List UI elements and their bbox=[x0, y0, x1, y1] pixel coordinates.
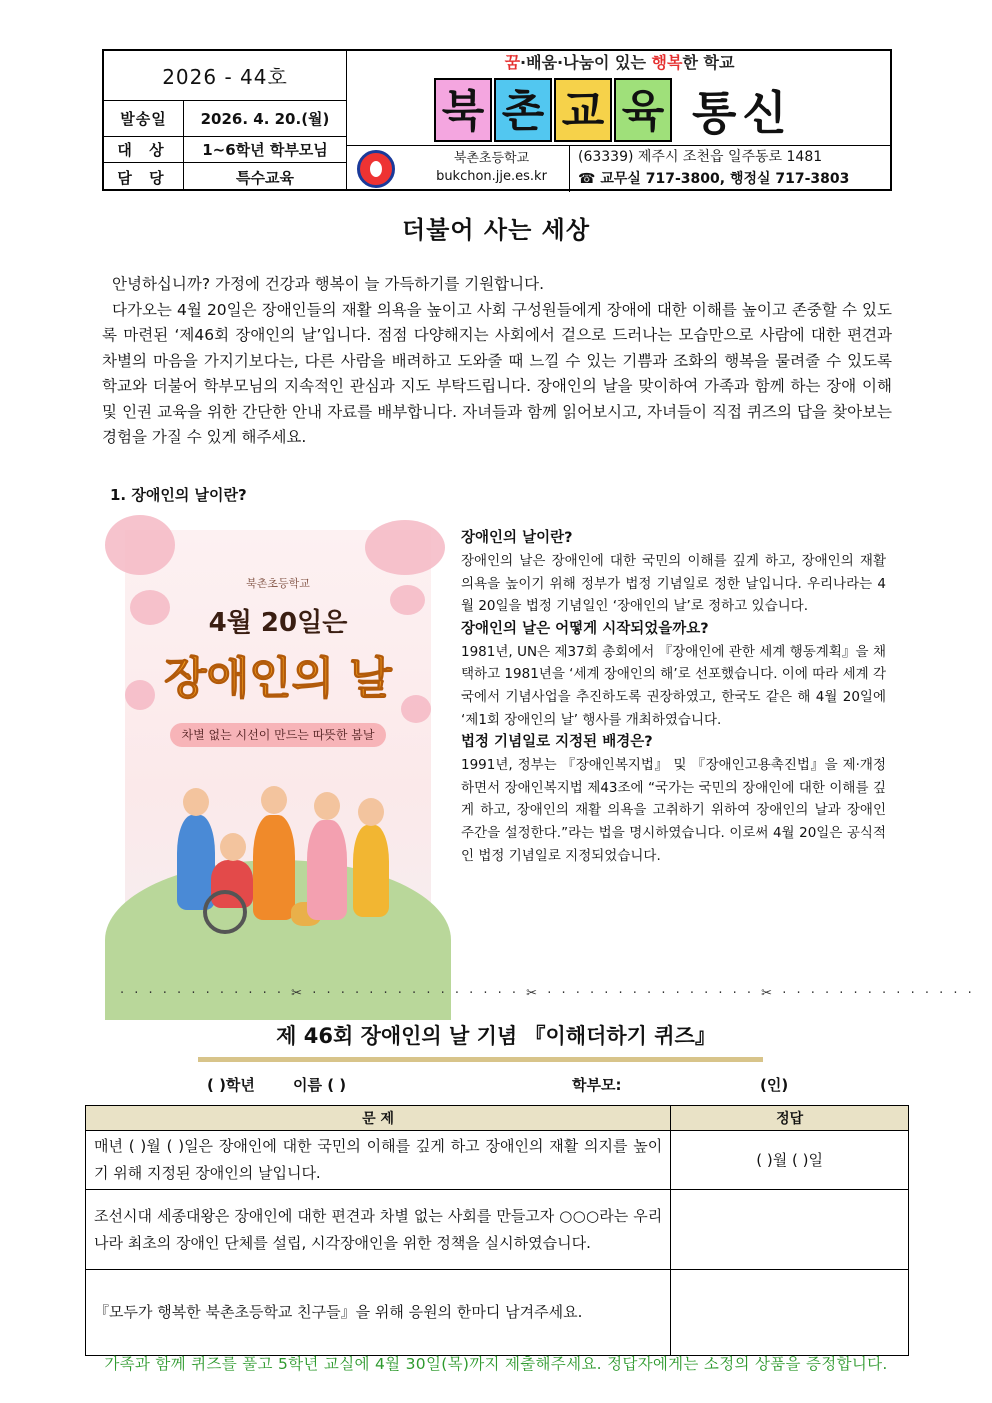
title-chip: 촌 bbox=[494, 78, 552, 142]
school-url: bukchon.jje.es.kr bbox=[436, 169, 547, 184]
quiz-question: 『모두가 행복한 북촌초등학교 친구들』을 위해 응원의 한마디 남겨주세요. bbox=[86, 1270, 671, 1356]
wheelchair-icon bbox=[203, 890, 247, 934]
newsletter-title bbox=[434, 75, 793, 145]
quiz-title: 제 46회 장애인의 날 기념 『이해더하기 퀴즈』 bbox=[276, 1024, 716, 1048]
poster-subtitle: 차별 없는 시선이 만드는 따뜻한 봄날 bbox=[170, 723, 386, 747]
intro-paragraph: 다가오는 4월 20일은 장애인들의 재활 의욕을 높이고 사회 구성원들에게 장애에 대한 이해를 높이고 존중할 수 있도록 마련된 ‘제46회 장애인의 날’입니다. 점점 다양해지는 사회에서 겉으로 드러나는 모습만으로 사람에 대한 편견과 차별의 마음을 가지기보다는, 다른 사람을 배려하고 도와줄 때 느낄 수 있는 기쁨과 조화의 행복을 물려줄 수 있도록 학교와 더불어 학부모님의 지속적인 관심과 지도 부탁드립니다. 장애인의 날을 맞이하여 가족과 함께 하는 장애 이해 및 인권 교육을 위한 간단한 안내 자료를 배부합니다. 자녀들과 함께 읽어보시고, 자녀들이 직접 퀴즈의 답을 찾아보는 경험을 가질 수 있게 해주세요. bbox=[102, 300, 892, 446]
send-date-value: 2026. 4. 20.(월) bbox=[200, 110, 330, 128]
blossom-shape bbox=[105, 515, 175, 575]
slogan-part: ·배움· bbox=[520, 53, 564, 72]
quiz-answer-field[interactable] bbox=[671, 1270, 909, 1356]
target-row bbox=[104, 137, 347, 163]
submission-notice: 가족과 함께 퀴즈를 풀고 5학년 교실에 4월 30일(목)까지 제출해주세요. 정답자에게는 소정의 상품을 증정합니다. bbox=[104, 1355, 888, 1373]
quiz-answer-field[interactable] bbox=[671, 1190, 909, 1270]
grade-field[interactable]: ( )학년 bbox=[207, 1076, 255, 1094]
school-logo-icon bbox=[357, 150, 395, 188]
page-title: 더불어 사는 세상 bbox=[402, 216, 590, 244]
target-label: 대 상 bbox=[104, 137, 184, 162]
quiz-row bbox=[86, 1190, 909, 1270]
manager-row bbox=[104, 163, 347, 191]
manager-value: 특수교육 bbox=[236, 168, 294, 187]
slogan-part: 행복 bbox=[651, 53, 683, 72]
newsletter-header bbox=[102, 49, 892, 191]
quiz-row bbox=[86, 1131, 909, 1190]
slogan-part: 이 있는 bbox=[594, 53, 652, 72]
faq-answer: 1981년, UN은 제37회 총회에서 『장애인에 관한 세계 행동계획』을 채택하고 1981년을 ‘세계 장애인의 해’로 선포했습니다. 이에 따라 세계 각국에서 기념사업을 추진하도록 권장하였고, 한국도 같은 해 4월 20일에 ‘제1회 장애인의 날’ 행사를 개최하였습니다. bbox=[461, 643, 886, 728]
poster-headline: 장애인의 날 bbox=[164, 653, 392, 704]
intro-paragraph: 안녕하십니까? 가정에 건강과 행복이 늘 가득하기를 기원합니다. bbox=[112, 275, 545, 293]
blossom-shape bbox=[365, 520, 445, 575]
parent-label: 학부모: bbox=[572, 1076, 622, 1094]
answer-column-header: 정답 bbox=[671, 1106, 909, 1131]
faq-answer: 장애인의 날은 장애인에 대한 국민의 이해를 깊게 하고, 장애인의 재활 의욕을 높이기 위해 정부가 법정 기념일로 정한 날입니다. 우리나라는 4월 20일을 법정 기념일인 ‘장애인의 날’로 정하고 있습니다. bbox=[461, 553, 886, 615]
send-date-label: 발송일 bbox=[104, 101, 184, 136]
school-phones: ☎ 교무실 717-3800, 행정실 717-3803 bbox=[578, 171, 850, 187]
school-slogan bbox=[347, 51, 892, 77]
faq-question: 장애인의 날이란? bbox=[461, 530, 573, 546]
person-figure bbox=[253, 815, 295, 920]
school-name: 북촌초등학교 bbox=[453, 151, 530, 166]
school-info bbox=[347, 145, 892, 191]
title-rest: 통신 bbox=[692, 86, 793, 140]
section-title: 1. 장애인의 날이란? bbox=[110, 486, 247, 504]
intro-text bbox=[102, 272, 892, 451]
quiz-row bbox=[86, 1270, 909, 1356]
title-chip: 교 bbox=[554, 78, 612, 142]
faq-block bbox=[461, 527, 886, 867]
person-head bbox=[183, 788, 209, 816]
manager-label: 담 당 bbox=[104, 163, 184, 191]
quiz-question: 매년 ( )월 ( )일은 장애인에 대한 국민의 이해를 깊게 하고 장애인의 재활 의지를 높이기 위해 지정된 장애인의 날입니다. bbox=[86, 1131, 671, 1190]
parent-seal[interactable]: (인) bbox=[760, 1076, 789, 1094]
cut-line: · · · · · · · · · · · · ✂ · · · · · · · · · · · · · · · ✂ · · · · · · · · · · · · · · · ✂ · · · · · · · · · · · · · · bbox=[120, 986, 975, 1001]
disability-day-poster bbox=[125, 530, 431, 963]
person-head bbox=[314, 792, 340, 820]
question-column-header: 문 제 bbox=[86, 1106, 671, 1131]
quiz-answer-field[interactable]: ( )월 ( )일 bbox=[671, 1131, 909, 1190]
school-address-block bbox=[569, 146, 892, 192]
school-address: (63339) 제주시 조천읍 일주동로 1481 bbox=[578, 149, 823, 165]
send-date-row bbox=[104, 101, 347, 137]
title-chip: 육 bbox=[614, 78, 672, 142]
person-figure bbox=[353, 825, 389, 917]
poster-school: 북촌초등학교 bbox=[246, 577, 310, 590]
quiz-question: 조선시대 세종대왕은 장애인에 대한 편견과 차별 없는 사회를 만들고자 ○○○라는 우리나라 최초의 장애인 단체를 설립, 시각장애인을 위한 정책을 실시하였습니다. bbox=[86, 1190, 671, 1270]
person-head bbox=[358, 798, 384, 826]
target-value: 1~6학년 학부모님 bbox=[202, 141, 328, 159]
faq-answer: 1991년, 정부는 『장애인복지법』 및 『장애인고용촉진법』을 제·개정하면서 장애인복지법 제43조에 “국가는 국민의 장애인에 대한 이해를 깊게 하고, 장애인의 재활 의욕을 고취하기 위하여 장애인의 날과 장애인 주간을 설정한다.”라는 법을 명시하였습니다. 이로써 4월 20일은 공식적인 법정 기념일로 지정되었습니다. bbox=[461, 757, 886, 864]
slogan-part: 한 학교 bbox=[682, 53, 735, 72]
school-block bbox=[419, 150, 564, 186]
issue-number: 2026 - 44호 bbox=[104, 51, 347, 101]
quiz-table bbox=[85, 1105, 909, 1356]
faq-question: 장애인의 날은 어떻게 시작되었을까요? bbox=[461, 620, 709, 637]
name-field[interactable]: 이름 ( ) bbox=[293, 1076, 347, 1094]
person-figure bbox=[307, 820, 347, 920]
quiz-header-row bbox=[86, 1106, 909, 1131]
poster-date: 4월 20일은 bbox=[208, 608, 348, 638]
slogan-part: 나눔 bbox=[563, 53, 595, 72]
slogan-part: 꿈 bbox=[504, 53, 521, 72]
title-chip: 북 bbox=[434, 78, 492, 142]
faq-question: 법정 기념일로 지정된 배경은? bbox=[461, 734, 653, 751]
person-head bbox=[261, 786, 287, 814]
quiz-title-underline bbox=[198, 1057, 763, 1062]
person-head bbox=[220, 833, 246, 861]
